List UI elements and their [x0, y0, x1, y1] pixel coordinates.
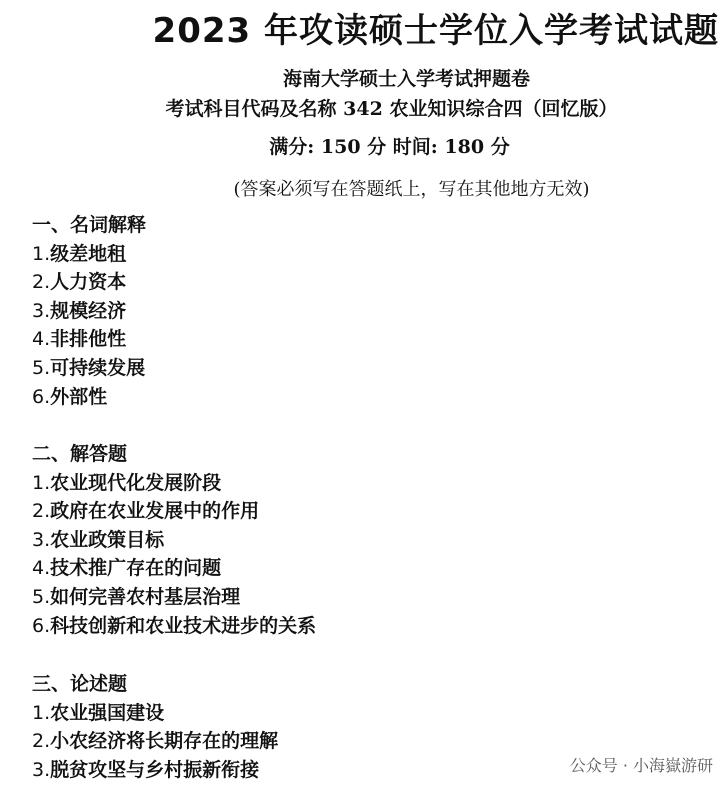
exam-subject: 考试科目代码及名称 342 农业知识综合四（回忆版） — [165, 98, 618, 120]
question-text: 科技创新和农业技术进步的关系 — [50, 614, 317, 637]
section-heading: 三、论述题 — [32, 673, 128, 695]
score-and-time: 满分: 150 分 时间: 180 分 — [269, 136, 510, 158]
question-text: 政府在农业发展中的作用 — [50, 500, 260, 523]
question-item — [32, 469, 692, 498]
question-item — [32, 526, 692, 555]
question-item — [32, 497, 692, 526]
answer-notice: (答案必须写在答题纸上，写在其他地方无效) — [233, 179, 590, 200]
section-short-answer — [32, 440, 692, 640]
question-text: 规模经济 — [50, 299, 127, 322]
question-text: 农业强国建设 — [50, 701, 165, 724]
question-number: 2. — [32, 500, 51, 523]
question-number: 4. — [32, 557, 51, 580]
exam-subtitle: 海南大学硕士入学考试押题卷 — [282, 68, 530, 90]
question-number: 2. — [32, 730, 51, 753]
section-term-definitions — [32, 211, 692, 411]
question-item — [32, 325, 692, 354]
section-heading: 一、名词解释 — [32, 214, 147, 236]
question-text: 农业现代化发展阶段 — [50, 471, 222, 494]
question-item — [32, 297, 692, 326]
question-text: 级差地租 — [50, 242, 127, 265]
question-item — [32, 268, 692, 297]
exam-title: 2023 年攻读硕士学位入学考试试题 — [152, 11, 719, 51]
question-item — [32, 612, 692, 641]
question-text: 非排他性 — [50, 328, 127, 351]
question-number: 3. — [32, 299, 51, 322]
question-number: 1. — [32, 471, 51, 494]
question-number: 3. — [32, 528, 51, 551]
question-item — [32, 240, 692, 269]
question-number: 3. — [32, 758, 51, 781]
question-text: 小农经济将长期存在的理解 — [50, 730, 279, 753]
question-text: 外部性 — [50, 385, 108, 408]
question-number: 5. — [32, 585, 51, 608]
question-text: 技术推广存在的问题 — [50, 557, 222, 580]
question-number: 5. — [32, 356, 51, 379]
question-text: 可持续发展 — [50, 356, 146, 379]
question-item — [32, 699, 692, 728]
question-number: 1. — [32, 701, 51, 724]
question-number: 6. — [32, 614, 51, 637]
question-item — [32, 383, 692, 412]
question-text: 脱贫攻坚与乡村振新衔接 — [50, 758, 260, 781]
question-item — [32, 727, 692, 756]
question-item — [32, 554, 692, 583]
watermark-text: 公众号 · 小海嶽游研 — [569, 756, 713, 775]
question-text: 农业政策目标 — [50, 528, 165, 551]
question-item — [32, 583, 692, 612]
question-number: 6. — [32, 385, 51, 408]
question-number: 4. — [32, 328, 51, 351]
question-number: 1. — [32, 242, 51, 265]
question-item — [32, 354, 692, 383]
question-number: 2. — [32, 271, 51, 294]
question-text: 人力资本 — [50, 271, 127, 294]
section-heading: 二、解答题 — [32, 443, 128, 465]
question-text: 如何完善农村基层治理 — [50, 585, 241, 608]
